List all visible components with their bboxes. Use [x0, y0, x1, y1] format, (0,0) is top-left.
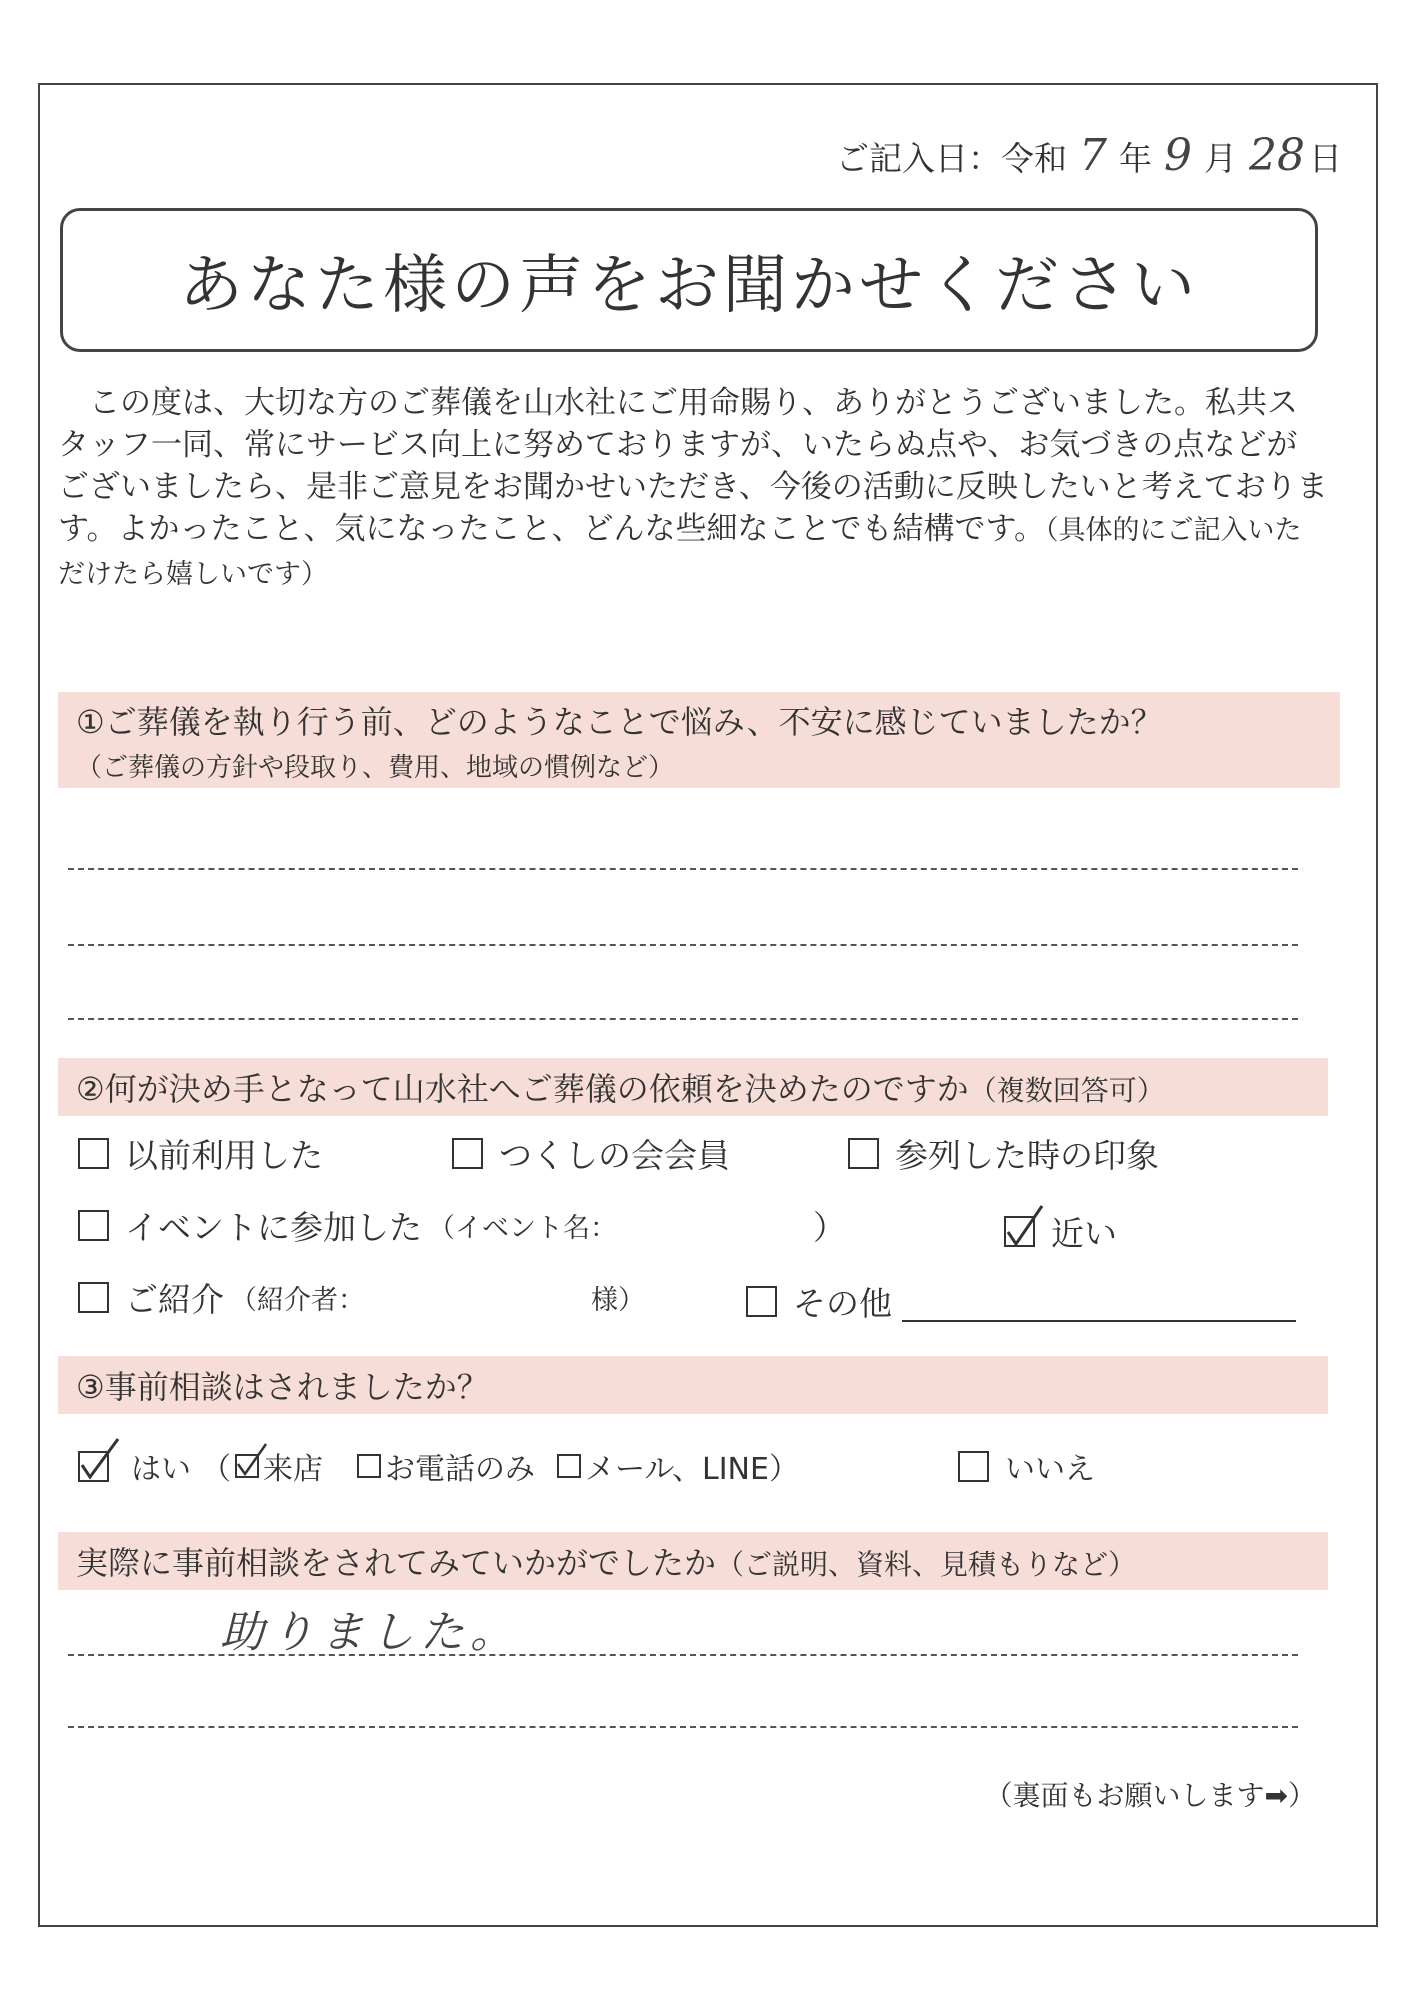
date-day: 28: [1249, 130, 1305, 181]
option-label: 参列した時の印象: [895, 1136, 1159, 1175]
prior-consultation-options: [78, 1444, 799, 1488]
option-impression[interactable]: [848, 1130, 1159, 1177]
visit-label: 来店: [263, 1452, 323, 1487]
checkbox-checked[interactable]: [1004, 1216, 1035, 1247]
phone-label: お電話のみ: [385, 1452, 535, 1487]
q2-note: （複数回答可）: [968, 1074, 1165, 1107]
other-input-line[interactable]: [902, 1320, 1296, 1322]
event-name-close: ）: [813, 1208, 846, 1247]
q3-header: [58, 1356, 1328, 1414]
q2-question-line: [76, 1064, 1328, 1110]
intro-paragraph: [58, 382, 1328, 596]
option-used-before[interactable]: [78, 1130, 323, 1177]
back-page-note: （裏面もお願いします➡）: [984, 1779, 1316, 1812]
date-month: 9: [1164, 130, 1192, 181]
event-name-label: （イベント名：: [428, 1213, 617, 1244]
mail-checkbox[interactable]: [557, 1454, 581, 1478]
referrer-suffix: 様）: [591, 1285, 645, 1316]
q4-handwritten-answer: 助りました。: [220, 1607, 520, 1658]
q4-answer-line-2[interactable]: [68, 1726, 1298, 1728]
yes-label: はい: [131, 1452, 191, 1487]
date-year: 7: [1079, 130, 1107, 181]
option-label: イベントに参加した: [125, 1208, 422, 1247]
option-label: 近い: [1051, 1214, 1117, 1253]
q1-answer-line-3[interactable]: [68, 1018, 1298, 1020]
option-tsukushi-member[interactable]: [452, 1130, 730, 1177]
q1-question: ①ご葬儀を執り行う前、どのようなことで悩み、不安に感じていましたか？: [76, 702, 1163, 741]
referrer-label: （紹介者：: [230, 1285, 365, 1316]
title-box: [60, 208, 1318, 352]
q1-header: [58, 692, 1340, 788]
check-mark-icon: [234, 1442, 268, 1476]
q2-header: [58, 1058, 1328, 1116]
q1-answer-line-2[interactable]: [68, 944, 1298, 946]
q1-subtext: （ご葬儀の方針や段取り、費用、地域の慣例など）: [76, 752, 675, 783]
option-label: 以前利用した: [125, 1136, 323, 1175]
yes-checkbox-checked[interactable]: [78, 1451, 109, 1482]
mail-label: メール、LINE）: [585, 1452, 799, 1487]
option-label: つくしの会会員: [499, 1136, 730, 1175]
checkbox[interactable]: [452, 1138, 483, 1169]
q2-question: ②何が決め手となって山水社へご葬儀の依頼を決めたのですか: [76, 1070, 969, 1108]
date-day-unit: 日: [1309, 139, 1342, 178]
q4-note: （ご説明、資料、見積もりなど）: [716, 1548, 1137, 1581]
q1-answer-line-1[interactable]: [68, 868, 1298, 870]
checkbox[interactable]: [746, 1286, 777, 1317]
q3-question: ③事前相談はされましたか？: [76, 1368, 489, 1406]
option-event[interactable]: [78, 1202, 846, 1249]
option-referral[interactable]: [78, 1274, 645, 1321]
check-mark-icon: [1002, 1202, 1046, 1246]
check-mark-icon: [76, 1437, 120, 1481]
date-label: ご記入日：令和: [836, 139, 1067, 178]
intro-note: （具体的にご記入いただけたら嬉しいです）: [58, 515, 1302, 590]
option-near[interactable]: [1004, 1208, 1117, 1255]
no-label: いいえ: [1005, 1452, 1095, 1487]
paren-open: （: [201, 1452, 231, 1487]
option-label: ご紹介: [125, 1280, 224, 1319]
option-other[interactable]: [746, 1278, 892, 1325]
q4-question: 実際に事前相談をされてみていかがでしたか: [76, 1544, 717, 1582]
option-no[interactable]: [958, 1444, 1095, 1488]
checkbox[interactable]: [848, 1138, 879, 1169]
checkbox[interactable]: [78, 1282, 109, 1313]
visit-checkbox-checked[interactable]: [235, 1454, 259, 1478]
date-month-unit: 月: [1204, 139, 1237, 178]
checkbox[interactable]: [958, 1451, 989, 1482]
checkbox[interactable]: [78, 1138, 109, 1169]
phone-checkbox[interactable]: [357, 1454, 381, 1478]
page-title: あなた様の声をお聞かせください: [179, 249, 1199, 323]
option-label: その他: [793, 1284, 892, 1323]
date-year-unit: 年: [1119, 139, 1152, 178]
q4-answer-line-1[interactable]: [68, 1654, 1298, 1656]
intro-text: この度は、大切な方のご葬儀を山水社にご用命賜り、ありがとうございました。私共スタッフ一同、常にサービス向上に努めておりますが、いたらぬ点や、お気づきの点などがございましたら、是非ご意見をお聞かせいただき、今後の活動に反映したいと考えております。よかったこと、気になったこと、どんな些細なことでも結構です。: [58, 385, 1328, 547]
q4-question-line: [76, 1538, 1328, 1584]
q4-header: [58, 1532, 1328, 1590]
checkbox[interactable]: [78, 1210, 109, 1241]
entry-date: [836, 130, 1342, 181]
